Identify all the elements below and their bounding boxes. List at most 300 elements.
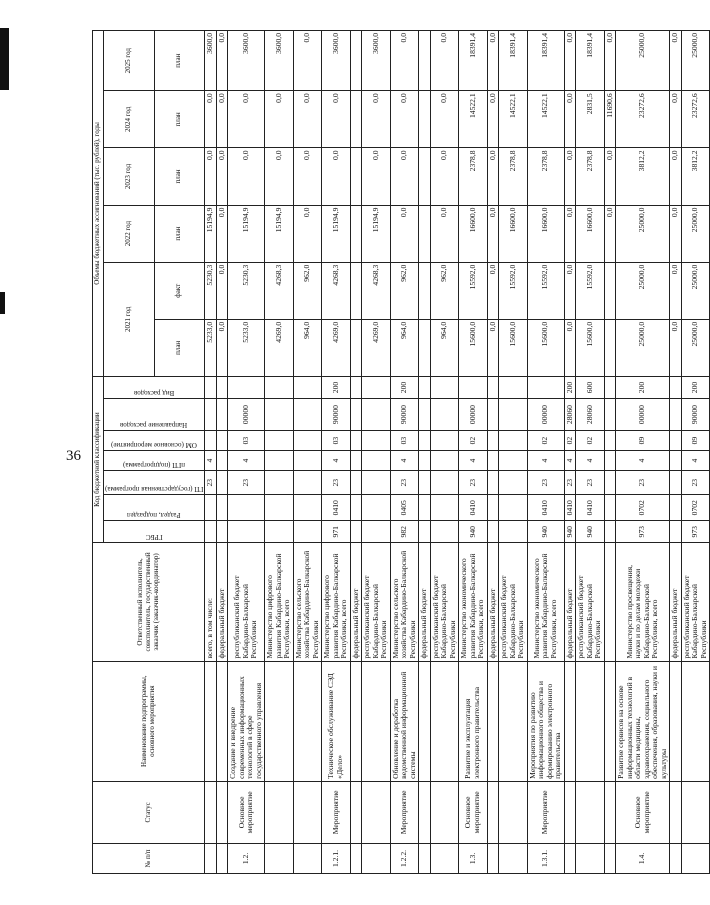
cell-status: Мероприятие: [390, 781, 419, 843]
cell-value: [419, 31, 431, 91]
cell-dir: [293, 399, 322, 431]
cell-value: 11690,6: [604, 91, 616, 148]
cell-num: [604, 843, 616, 873]
cell-vr: [350, 376, 362, 398]
cell-dir: [430, 399, 459, 431]
cell-value: 0,0: [487, 319, 499, 376]
header-plan-2021: план: [154, 319, 205, 376]
cell-dir: 00000: [228, 399, 265, 431]
header-volume-group: Объемы бюджетных ассигнований (тыс. рублей), годы: [93, 31, 104, 377]
header-om: ОМ (основное мероприятие): [103, 431, 204, 451]
cell-grbs: 982: [390, 521, 419, 543]
cell-pgp: [604, 451, 616, 471]
cell-value: 0,0: [430, 148, 459, 205]
cell-value: 18391,4: [459, 31, 488, 91]
cell-value: 5230,3: [205, 262, 217, 319]
cell-value: 15600,0: [527, 319, 564, 376]
cell-rz: 0405: [390, 495, 419, 521]
cell-value: [350, 319, 362, 376]
cell-gp: [604, 471, 616, 495]
cell-rz: 0410: [564, 495, 576, 521]
cell-value: 0,0: [487, 148, 499, 205]
cell-value: [350, 148, 362, 205]
cell-status: Основное мероприятие: [459, 781, 488, 843]
cell-name: Создание и внедрение современных информационных технологий в сфере государственного управления: [228, 661, 265, 781]
cell-value: 4268,3: [362, 262, 391, 319]
cell-grbs: [350, 521, 362, 543]
cell-gp: [265, 471, 294, 495]
cell-gp: 23: [205, 471, 217, 495]
cell-gp: [499, 471, 528, 495]
cell-om: [205, 431, 217, 451]
header-year-2021: 2021 год: [103, 262, 154, 376]
cell-dir: 00000: [616, 399, 670, 431]
cell-gp: 23: [228, 471, 265, 495]
cell-value: 18391,4: [499, 31, 528, 91]
cell-value: 0,0: [430, 31, 459, 91]
cell-dir: 90000: [390, 399, 419, 431]
cell-num: 1.2.: [228, 843, 265, 873]
cell-status: [216, 781, 228, 843]
cell-vr: [205, 376, 217, 398]
cell-status: [604, 781, 616, 843]
cell-value: 0,0: [564, 31, 576, 91]
cell-vr: 600: [576, 376, 605, 398]
cell-value: [419, 148, 431, 205]
table-row: [499, 31, 528, 874]
cell-executor: Министерство цифрового развития Кабардино-Балкарской Республики, всего: [265, 543, 294, 661]
table-row: [527, 31, 564, 874]
cell-pgp: [499, 451, 528, 471]
cell-om: [350, 431, 362, 451]
cell-vr: [265, 376, 294, 398]
cell-value: 4269,0: [322, 319, 351, 376]
cell-executor: Министерство экономического развития Кабардино-Балкарской Республики, всего: [527, 543, 564, 661]
cell-pgp: [265, 451, 294, 471]
cell-value: 0,0: [604, 31, 616, 91]
cell-executor: федеральный бюджет: [419, 543, 431, 661]
cell-pgp: 4: [228, 451, 265, 471]
cell-value: 15194,9: [322, 205, 351, 262]
cell-dir: [499, 399, 528, 431]
header-plan-2025: план: [154, 31, 205, 91]
cell-gp: 23: [459, 471, 488, 495]
cell-gp: [487, 471, 499, 495]
cell-value: 23272,6: [681, 91, 710, 148]
cell-num: [430, 843, 459, 873]
cell-value: 0,0: [216, 148, 228, 205]
cell-value: 964,0: [430, 319, 459, 376]
cell-status: [265, 781, 294, 843]
table-row: [564, 31, 576, 874]
cell-executor: федеральный бюджет: [216, 543, 228, 661]
cell-dir: [487, 399, 499, 431]
cell-value: 15194,9: [265, 205, 294, 262]
cell-value: 0,0: [670, 319, 682, 376]
cell-value: 16600,0: [576, 205, 605, 262]
cell-value: 3600,0: [265, 31, 294, 91]
cell-status: Основное мероприятие: [228, 781, 265, 843]
cell-grbs: [487, 521, 499, 543]
cell-pgp: [350, 451, 362, 471]
cell-value: 15592,0: [459, 262, 488, 319]
cell-rz: [293, 495, 322, 521]
cell-value: [419, 91, 431, 148]
cell-value: [350, 205, 362, 262]
rotated-page: [92, 30, 708, 878]
header-name: Наименование подпрограммы, основного мероприятия: [93, 661, 205, 781]
table-header: [93, 31, 205, 874]
cell-pgp: 4: [390, 451, 419, 471]
cell-value: 964,0: [293, 319, 322, 376]
cell-status: [293, 781, 322, 843]
cell-value: 0,0: [564, 91, 576, 148]
cell-value: 0,0: [604, 148, 616, 205]
cell-rz: [228, 495, 265, 521]
cell-value: 14522,1: [459, 91, 488, 148]
cell-dir: [604, 399, 616, 431]
table-row: [430, 31, 459, 874]
cell-pgp: [487, 451, 499, 471]
cell-value: 0,0: [228, 148, 265, 205]
cell-grbs: 971: [322, 521, 351, 543]
cell-gp: [216, 471, 228, 495]
cell-grbs: [216, 521, 228, 543]
table-row: [390, 31, 419, 874]
cell-vr: 200: [564, 376, 576, 398]
cell-value: 0,0: [430, 91, 459, 148]
cell-value: 14522,1: [499, 91, 528, 148]
cell-grbs: [205, 521, 217, 543]
cell-executor: [604, 543, 616, 661]
cell-executor: федеральный бюджет: [350, 543, 362, 661]
cell-om: [362, 431, 391, 451]
cell-gp: 23: [576, 471, 605, 495]
table-row: [576, 31, 605, 874]
cell-grbs: 940: [564, 521, 576, 543]
cell-value: 25000,0: [681, 31, 710, 91]
cell-value: 0,0: [564, 148, 576, 205]
cell-vr: [419, 376, 431, 398]
table-row: [487, 31, 499, 874]
cell-gp: [419, 471, 431, 495]
margin-mark: [0, 292, 5, 314]
cell-num: [564, 843, 576, 873]
cell-value: 14522,1: [527, 91, 564, 148]
cell-value: 4269,0: [265, 319, 294, 376]
cell-value: 0,0: [487, 91, 499, 148]
cell-dir: 00000: [527, 399, 564, 431]
cell-om: [499, 431, 528, 451]
cell-dir: 90000: [322, 399, 351, 431]
cell-om: [419, 431, 431, 451]
cell-grbs: [670, 521, 682, 543]
cell-om: 02: [576, 431, 605, 451]
cell-rz: [216, 495, 228, 521]
cell-value: 25000,0: [681, 205, 710, 262]
cell-value: 0,0: [293, 91, 322, 148]
cell-value: 25000,0: [616, 205, 670, 262]
cell-pgp: 4: [681, 451, 710, 471]
cell-grbs: [293, 521, 322, 543]
cell-dir: [216, 399, 228, 431]
header-plan-2023: план: [154, 148, 205, 205]
cell-rz: [604, 495, 616, 521]
cell-grbs: 940: [459, 521, 488, 543]
cell-value: 15592,0: [527, 262, 564, 319]
cell-value: [350, 262, 362, 319]
table-row: [419, 31, 431, 874]
cell-value: 0,0: [216, 31, 228, 91]
cell-value: 25000,0: [616, 262, 670, 319]
cell-pgp: [430, 451, 459, 471]
cell-value: [419, 205, 431, 262]
table-row: [293, 31, 322, 874]
cell-value: 18391,4: [527, 31, 564, 91]
cell-executor: республиканский бюджет Кабардино-Балкарской Республики: [499, 543, 528, 661]
cell-executor: Министерство сельского хозяйства Кабардино-Балкарской Республики: [390, 543, 419, 661]
cell-status: [430, 781, 459, 843]
cell-name: [205, 661, 217, 781]
cell-dir: [350, 399, 362, 431]
header-code-group: Код бюджетной классификации: [93, 376, 104, 542]
header-pgp: пГП (подпрограмма): [103, 451, 204, 471]
cell-executor: республиканский бюджет Кабардино-Балкарской Республики: [362, 543, 391, 661]
cell-pgp: 4: [459, 451, 488, 471]
cell-status: [499, 781, 528, 843]
cell-dir: 00000: [459, 399, 488, 431]
cell-vr: [527, 376, 564, 398]
cell-value: 23272,6: [616, 91, 670, 148]
cell-value: 25000,0: [681, 262, 710, 319]
cell-num: [350, 843, 362, 873]
cell-value: 25000,0: [681, 319, 710, 376]
cell-vr: [293, 376, 322, 398]
cell-dir: 90000: [681, 399, 710, 431]
cell-gp: [670, 471, 682, 495]
cell-executor: Министерство просвещения, науки и по делам молодежи Кабардино-Балкарской Республики, всего: [616, 543, 670, 661]
cell-value: 3600,0: [322, 31, 351, 91]
cell-value: 0,0: [390, 205, 419, 262]
cell-vr: [499, 376, 528, 398]
header-status: Статус: [93, 781, 205, 843]
cell-name: Обновление и доработка ведомственной информационной системы: [390, 661, 419, 781]
cell-value: 0,0: [670, 205, 682, 262]
cell-pgp: [293, 451, 322, 471]
cell-value: 0,0: [670, 31, 682, 91]
cell-value: 4268,3: [322, 262, 351, 319]
cell-value: 0,0: [362, 148, 391, 205]
cell-value: 0,0: [205, 91, 217, 148]
cell-dir: 28060: [564, 399, 576, 431]
cell-rz: 0410: [322, 495, 351, 521]
cell-value: 962,0: [390, 262, 419, 319]
table-row: [216, 31, 228, 874]
cell-vr: 200: [322, 376, 351, 398]
cell-name: [576, 661, 605, 781]
cell-gp: 23: [322, 471, 351, 495]
cell-om: 03: [390, 431, 419, 451]
cell-num: [499, 843, 528, 873]
cell-rz: [205, 495, 217, 521]
cell-num: [670, 843, 682, 873]
header-executor: Ответственный исполнитель, соисполнитель, государственный заказчик (заказчик-координатор): [93, 543, 205, 661]
cell-gp: [430, 471, 459, 495]
cell-om: 02: [564, 431, 576, 451]
budget-table: [92, 30, 710, 874]
cell-value: 0,0: [564, 319, 576, 376]
cell-name: [430, 661, 459, 781]
cell-grbs: [499, 521, 528, 543]
cell-value: 0,0: [670, 91, 682, 148]
cell-value: 0,0: [265, 148, 294, 205]
cell-pgp: 4: [576, 451, 605, 471]
cell-name: [265, 661, 294, 781]
cell-value: 18391,4: [576, 31, 605, 91]
cell-name: [487, 661, 499, 781]
cell-status: [205, 781, 217, 843]
cell-dir: [265, 399, 294, 431]
cell-grbs: [419, 521, 431, 543]
cell-value: 0,0: [293, 205, 322, 262]
cell-value: 15592,0: [499, 262, 528, 319]
cell-pgp: [216, 451, 228, 471]
cell-status: [487, 781, 499, 843]
cell-rz: 0410: [576, 495, 605, 521]
cell-value: 15600,0: [459, 319, 488, 376]
cell-num: [419, 843, 431, 873]
margin-mark: [0, 28, 9, 90]
cell-name: [499, 661, 528, 781]
cell-om: 03: [228, 431, 265, 451]
cell-num: [265, 843, 294, 873]
cell-om: [670, 431, 682, 451]
cell-executor: федеральный бюджет: [487, 543, 499, 661]
cell-value: 15592,0: [576, 262, 605, 319]
table-row: [616, 31, 670, 874]
cell-status: [681, 781, 710, 843]
cell-executor: республиканский бюджет Кабардино-Балкарской Республики: [681, 543, 710, 661]
cell-value: 0,0: [216, 91, 228, 148]
cell-value: 5233,0: [205, 319, 217, 376]
cell-rz: 0702: [681, 495, 710, 521]
cell-name: [670, 661, 682, 781]
cell-dir: [205, 399, 217, 431]
cell-num: [487, 843, 499, 873]
cell-om: 09: [681, 431, 710, 451]
cell-value: 15194,9: [362, 205, 391, 262]
header-fact-2021: факт: [154, 262, 205, 319]
cell-executor: Министерство сельского хозяйства Кабардино-Балкарской Республики: [293, 543, 322, 661]
cell-num: [216, 843, 228, 873]
cell-value: 0,0: [216, 262, 228, 319]
cell-num: 1.3.1.: [527, 843, 564, 873]
cell-value: 2378,8: [499, 148, 528, 205]
cell-value: 0,0: [670, 262, 682, 319]
cell-name: [681, 661, 710, 781]
cell-value: [604, 262, 616, 319]
cell-name: [216, 661, 228, 781]
cell-vr: [459, 376, 488, 398]
cell-value: 16600,0: [459, 205, 488, 262]
cell-status: [670, 781, 682, 843]
cell-om: 02: [527, 431, 564, 451]
header-year-2022: 2022 год: [103, 205, 154, 262]
cell-gp: 23: [681, 471, 710, 495]
cell-rz: [362, 495, 391, 521]
cell-vr: [604, 376, 616, 398]
cell-vr: [670, 376, 682, 398]
cell-executor: федеральный бюджет: [670, 543, 682, 661]
cell-om: 09: [616, 431, 670, 451]
cell-om: [430, 431, 459, 451]
cell-value: 0,0: [390, 31, 419, 91]
table-row: [681, 31, 710, 874]
cell-num: 1.2.1.: [322, 843, 351, 873]
cell-grbs: 973: [681, 521, 710, 543]
cell-name: Мероприятия по развитию информационного общества и формированию электронного правительства: [527, 661, 564, 781]
cell-status: [576, 781, 605, 843]
cell-gp: 23: [527, 471, 564, 495]
cell-pgp: [362, 451, 391, 471]
cell-num: [681, 843, 710, 873]
cell-value: 962,0: [430, 262, 459, 319]
header-year-2025: 2025 год: [103, 31, 154, 91]
header-gp: ГП (государственная программа): [103, 471, 204, 495]
cell-rz: [499, 495, 528, 521]
cell-status: [362, 781, 391, 843]
cell-status: [564, 781, 576, 843]
cell-value: 2831,5: [576, 91, 605, 148]
header-dir: Направление расходов: [103, 399, 204, 431]
cell-num: [205, 843, 217, 873]
cell-value: 0,0: [487, 205, 499, 262]
table-row: [362, 31, 391, 874]
cell-dir: [670, 399, 682, 431]
cell-value: [604, 319, 616, 376]
cell-value: 3600,0: [205, 31, 217, 91]
table-row: [459, 31, 488, 874]
cell-num: [293, 843, 322, 873]
cell-dir: 28060: [576, 399, 605, 431]
cell-gp: [350, 471, 362, 495]
cell-value: 0,0: [228, 91, 265, 148]
cell-value: 5233,0: [228, 319, 265, 376]
cell-value: 25000,0: [616, 31, 670, 91]
cell-value: 0,0: [487, 31, 499, 91]
cell-om: 02: [459, 431, 488, 451]
table-row: [265, 31, 294, 874]
cell-num: 1.3.: [459, 843, 488, 873]
cell-value: 0,0: [322, 91, 351, 148]
cell-value: 2378,8: [459, 148, 488, 205]
cell-name: [564, 661, 576, 781]
cell-value: 0,0: [390, 91, 419, 148]
cell-value: 3600,0: [362, 31, 391, 91]
cell-name: [293, 661, 322, 781]
cell-value: 25000,0: [616, 319, 670, 376]
cell-value: 962,0: [293, 262, 322, 319]
cell-grbs: 940: [576, 521, 605, 543]
cell-value: 0,0: [564, 262, 576, 319]
page-number: 36: [66, 448, 81, 464]
cell-value: 0,0: [216, 205, 228, 262]
cell-name: [362, 661, 391, 781]
cell-value: 0,0: [322, 148, 351, 205]
cell-grbs: [228, 521, 265, 543]
cell-value: 0,0: [216, 319, 228, 376]
cell-pgp: 4: [205, 451, 217, 471]
